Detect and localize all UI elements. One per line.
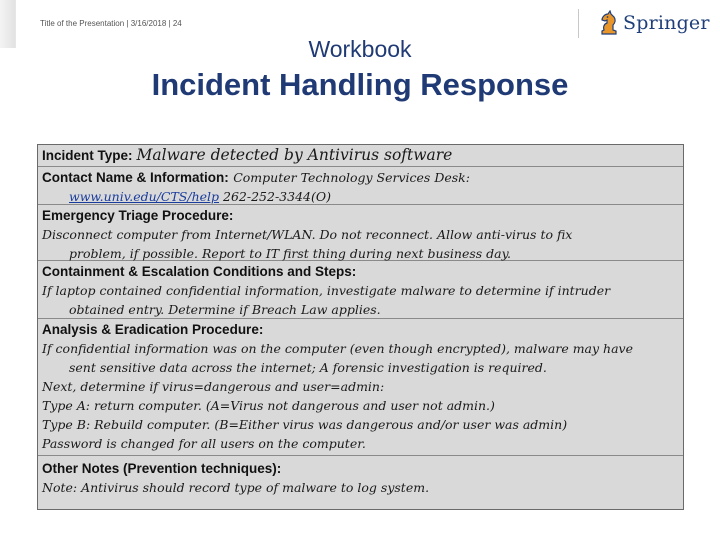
- notes-label: Other Notes (Prevention techniques):: [42, 461, 282, 476]
- contact-label: Contact Name & Information:: [42, 170, 229, 185]
- triage-row: [38, 205, 683, 261]
- incident-type-label: Incident Type:: [42, 148, 133, 163]
- header-divider: [578, 9, 579, 38]
- analysis-label: Analysis & Eradication Procedure:: [42, 322, 264, 337]
- chess-knight-icon: [598, 10, 620, 36]
- incident-type-value: Malware detected by Antivirus software: [136, 146, 453, 164]
- presentation-meta: Title of the Presentation | 3/16/2018 | 24: [40, 19, 182, 28]
- contact-value: Computer Technology Services Desk:: [233, 170, 470, 185]
- containment-line: obtained entry. Determine if Breach Law applies.: [69, 302, 381, 317]
- notes-line: Note: Antivirus should record type of malware to log system.: [42, 480, 430, 495]
- help-link[interactable]: www.univ.edu/CTS/help: [69, 189, 220, 204]
- analysis-line: Password is changed for all users on the computer.: [42, 436, 366, 451]
- triage-line: problem, if possible. Report to IT first thing during next business day.: [69, 246, 511, 261]
- logo-wordmark: Springer: [623, 12, 710, 34]
- contact-row: [38, 167, 683, 205]
- analysis-line: Type B: Rebuild computer. (B=Either virus was dangerous and/or user was admin): [42, 417, 568, 432]
- containment-label: Containment & Escalation Conditions and Steps:: [42, 264, 357, 279]
- springer-logo: [598, 9, 710, 37]
- analysis-row: [38, 319, 683, 456]
- contact-phone: 262-252-3344(O): [223, 189, 331, 204]
- analysis-line: Next, determine if virus=dangerous and user=admin:: [42, 379, 385, 394]
- analysis-line: Type A: return computer. (A=Virus not dangerous and user not admin.): [42, 398, 495, 413]
- triage-label: Emergency Triage Procedure:: [42, 208, 234, 223]
- containment-row: [38, 261, 683, 319]
- analysis-line: sent sensitive data across the internet; A forensic investigation is required.: [69, 360, 547, 375]
- triage-line: Disconnect computer from Internet/WLAN. Do not reconnect. Allow anti-virus to fix: [42, 227, 573, 242]
- slide-subtitle: Workbook: [308, 36, 412, 62]
- containment-line: If laptop contained confidential information, investigate malware to determine if intruder: [42, 283, 611, 298]
- incident-type-row: [38, 145, 683, 167]
- notes-row: [38, 456, 683, 509]
- slide-title: Incident Handling Response: [151, 67, 569, 102]
- incident-response-table: [37, 144, 684, 510]
- analysis-line: If confidential information was on the computer (even though encrypted), malware may have: [42, 341, 634, 356]
